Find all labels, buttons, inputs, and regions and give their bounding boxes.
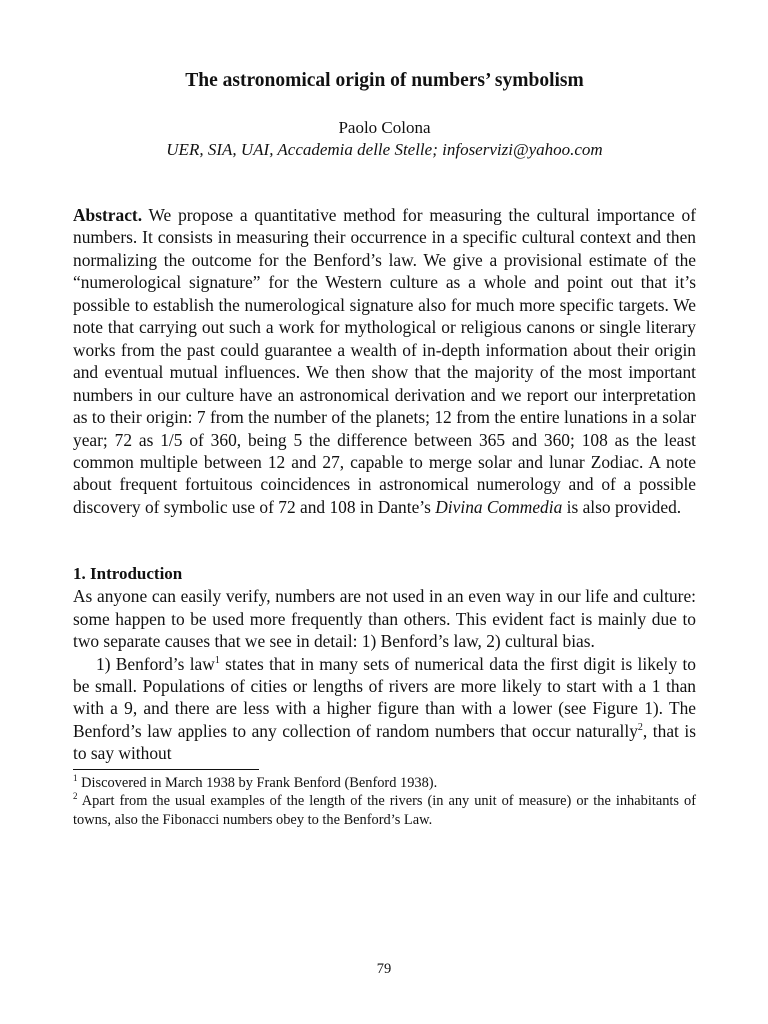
intro-paragraph-2-part2: states that in many sets of numerical data the first digit is likely to be small. Populations of cities or lengths of rivers are more likely to start with a 1 than with a 9, and there are less with a higher figure than with a lower (see Figure 1). The Benford’s law applies to any collection of random numbers that occur naturally [73,653,696,741]
author-name: Paolo Colona [338,118,431,137]
section-heading: 1. Introduction [73,564,183,584]
paper-title: The astronomical origin of numbers’ symbolism [185,70,584,91]
footnote-2-mark: 2 [73,791,78,802]
intro-paragraph-2 [73,653,696,765]
intro-paragraph-1: As anyone can easily verify, numbers are not used in an even way in our life and culture: some happen to be used more frequently than others. This evident fact is mainly due to two separate causes that we see in detail: 1) Benford’s law, 2) cultural bias. [73,586,696,652]
footnote-ref-1[interactable]: 1 [214,654,220,666]
intro-paragraph-2-part3: , that is to say without [73,720,696,764]
page-number: 79 [376,961,392,977]
footnote-divider [73,769,259,770]
intro-paragraph-2-part1: 1) Benford’s law [96,653,215,674]
footnote-2 [73,792,696,829]
abstract [73,204,696,518]
paper-page [73,68,696,829]
footnote-1-mark: 1 [73,772,78,783]
footnotes [73,774,696,830]
footnote-1 [73,774,696,793]
author-affiliation: UER, SIA, UAI, Accademia delle Stelle; infoservizi@yahoo.com [166,140,603,159]
footnote-1-text: Discovered in March 1938 by Frank Benford (Benford 1938). [77,774,438,791]
footnote-2-text: Apart from the usual examples of the length of the rivers (in any unit of measure) or the inhabitants of towns, also the Fibonacci numbers obey to the Benford’s Law. [73,793,696,828]
abstract-label: Abstract. [73,205,143,225]
abstract-body-end: is also provided. [562,496,682,517]
abstract-italic-title: Divina Commedia [435,496,563,517]
abstract-body: We propose a quantitative method for measuring the cultural importance of numbers. It consists in measuring their occurrence in a specific cultural context and then normalizing the outcome for the Benford’s law. We give a provisional estimate of the “numerological signature” for the Western culture as a whole and point out that it’s possible to establish the numerological signature also for much more specific targets. We note that carrying out such a work for mythological or religious canons or single literary works from the past could guarantee a wealth of in-depth information about their origin and eventual mutual influences. We then show that the majority of the most important numbers in our culture have an astronomical derivation and we report our interpretation as to their origin: 7 from the number of the planets; 12 from the entire lunations in a solar year; 72 as 1/5 of 360, being 5 the difference between 365 and 360; 108 as the least common multiple between 12 and 27, capable to merge solar and lunar Zodiac. A note about frequent fortuitous coincidences in astronomical numerology and of a possible discovery of symbolic use of 72 and 108 in Dante’s [73,205,696,517]
footnote-ref-2[interactable]: 2 [637,721,643,733]
